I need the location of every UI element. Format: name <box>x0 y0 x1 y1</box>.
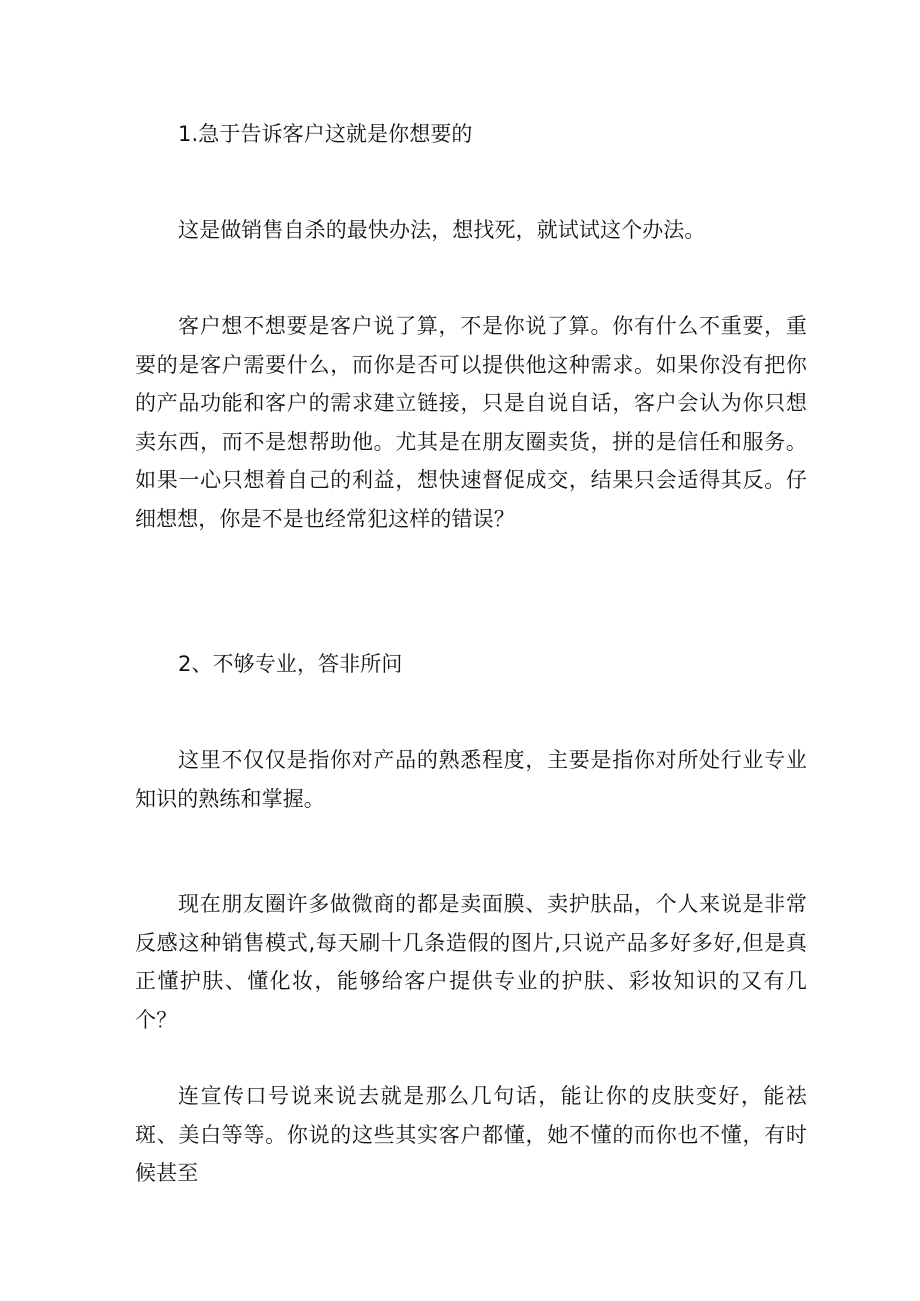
paragraph-intro: 这是做销售自杀的最快办法，想找死，就试试这个办法。 <box>178 218 706 242</box>
section-heading-2: 2、不够专业，答非所问 <box>178 652 403 676</box>
paragraph-professional-knowledge: 这里不仅仅是指你对产品的熟悉程度，主要是指你对所处行业专业知识的熟练和掌握。 <box>135 748 807 811</box>
section-heading-1: 1.急于告诉客户这就是你想要的 <box>178 122 473 146</box>
paragraph-customer-needs: 客户想不想要是客户说了算，不是你说了算。你有什么不重要，重要的是客户需要什么，而你是否可以提供他这种需求。如果你没有把你的产品功能和客户的需求建立链接，只是自说自话，客户会认为你只想卖东西，而不是想帮助他。尤其是在朋友圈卖货，拼的是信任和服务。如果一心只想着自己的利益，想快速督促成交，结果只会适得其反。仔细想想，你是不是也经常犯这样的错误？ <box>135 314 807 531</box>
paragraph-slogans: 连宣传口号说来说去就是那么几句话，能让你的皮肤变好，能祛斑、美白等等。你说的这些其实客户都懂，她不懂的而你也不懂，有时候甚至 <box>135 1084 807 1185</box>
paragraph-wechat-business: 现在朋友圈许多做微商的都是卖面膜、卖护肤品，个人来说是非常反感这种销售模式,每天刷十几条造假的图片,只说产品多好多好,但是真正懂护肤、懂化妆，能够给客户提供专业的护肤、彩妆知识的又有几个？ <box>135 892 807 1032</box>
